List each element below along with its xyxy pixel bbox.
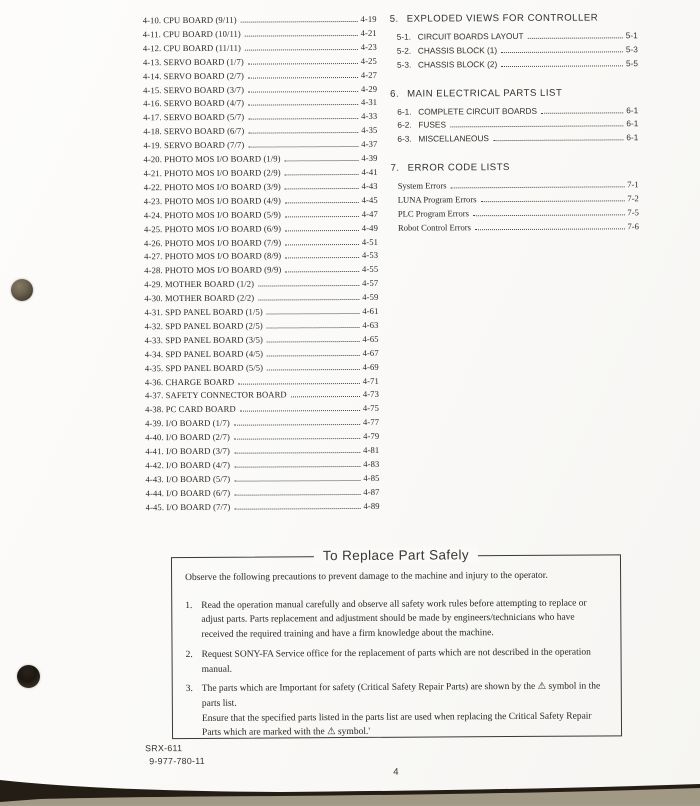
toc-entry xyxy=(146,486,380,501)
dot-leader xyxy=(291,396,360,397)
toc-entry-title: 4-37. SAFETY CONNECTOR BOARD xyxy=(144,389,287,401)
toc-entry xyxy=(144,263,378,278)
toc-entry-page: 4-19 xyxy=(360,13,377,24)
toc-entry-page: 4-61 xyxy=(362,305,379,316)
toc-entry-page: 4-85 xyxy=(363,472,380,483)
toc-entry-title: 4-45. I/O BOARD (7/7) xyxy=(145,501,231,512)
toc-entry-page: 4-27 xyxy=(360,69,378,80)
toc-entry-title: CIRCUIT BOARDS LAYOUT xyxy=(417,30,524,42)
toc-section xyxy=(390,11,638,72)
toc-entry-page: 5-3 xyxy=(625,44,638,55)
dot-leader xyxy=(238,383,359,385)
toc-entry-title: 4-26. PHOTO MOS I/O BOARD (7/9) xyxy=(144,236,282,248)
toc-entry-page: 4-89 xyxy=(363,500,380,511)
toc-entry-title: 4-17. SERVO BOARD (5/7) xyxy=(143,111,245,123)
toc-entry-page: 4-69 xyxy=(362,361,379,372)
toc-entry xyxy=(397,118,638,133)
dot-leader xyxy=(285,202,359,203)
toc-entry-title: 4-19. SERVO BOARD (7/7) xyxy=(143,139,245,151)
toc-entry-page: 4-35 xyxy=(361,125,378,136)
toc-entry-title: COMPLETE CIRCUIT BOARDS xyxy=(418,105,538,117)
toc-entry-page: 4-63 xyxy=(362,319,379,330)
dot-leader xyxy=(285,188,359,189)
dot-leader xyxy=(267,369,360,371)
toc-entry-page: 4-59 xyxy=(362,291,379,303)
safety-intro-text: Observe the following precautions to prevent damage to the machine and injury to the operator. xyxy=(185,570,548,584)
toc-entry xyxy=(144,208,378,223)
toc-entry-page: 4-51 xyxy=(361,236,379,247)
toc-entry-title: 4-13. SERVO BOARD (1/7) xyxy=(142,56,244,67)
toc-section-heading xyxy=(390,86,638,101)
toc-entry-title: 4-12. CPU BOARD (11/11) xyxy=(142,42,241,54)
toc-entry-page: 6-1 xyxy=(626,132,639,143)
toc-entry-page: 4-31 xyxy=(360,97,378,108)
toc-entry-title: PLC Program Errors xyxy=(397,208,470,219)
toc-entry xyxy=(144,194,378,209)
toc-entry-title: LUNA Program Errors xyxy=(397,194,477,205)
toc-entry xyxy=(397,132,638,147)
toc-entry xyxy=(398,220,639,235)
dot-leader xyxy=(475,228,624,230)
toc-entry xyxy=(143,152,377,167)
dot-leader xyxy=(248,132,358,134)
toc-section xyxy=(390,86,638,147)
toc-entry-page: 4-57 xyxy=(362,278,379,289)
dot-leader xyxy=(285,216,359,217)
toc-entry xyxy=(145,347,379,362)
toc-entry-title: 4-11. CPU BOARD (10/11) xyxy=(142,28,241,40)
toc-entry-page: 4-81 xyxy=(363,444,380,456)
dot-leader xyxy=(234,438,360,440)
dot-leader xyxy=(234,480,360,482)
toc-entry xyxy=(397,29,638,44)
toc-entry xyxy=(398,192,639,207)
toc-entry-title: CHASSIS BLOCK (2) xyxy=(417,58,498,70)
toc-entry-page: 4-25 xyxy=(360,55,377,66)
toc-entry-title: 4-43. I/O BOARD (5/7) xyxy=(145,473,231,485)
safety-item xyxy=(185,596,606,643)
dot-leader xyxy=(267,355,360,357)
toc-entry-number: 5-3. xyxy=(396,59,412,70)
toc-entry-title: MISCELLANEOUS xyxy=(418,133,489,144)
dot-leader xyxy=(245,49,358,51)
toc-entry-page: 4-65 xyxy=(362,333,379,344)
toc-section-title: ERROR CODE LISTS xyxy=(407,162,510,174)
toc-entry-page: 4-39 xyxy=(361,152,378,163)
toc-section-items xyxy=(390,104,638,147)
safety-item-text xyxy=(202,680,607,741)
dot-leader xyxy=(450,126,623,128)
dot-leader xyxy=(528,37,623,39)
dot-leader xyxy=(481,200,625,202)
toc-entry-title: 4-24. PHOTO MOS I/O BOARD (5/9) xyxy=(143,209,282,220)
toc-entry-page: 4-43 xyxy=(361,180,378,191)
toc-entry xyxy=(146,500,380,515)
dot-leader xyxy=(234,466,360,468)
safety-item-paragraph: Read the operation manual carefully and observe all safety work rules before attempting to replace or adjust parts. Parts replacement and adjustment should be made by engineers/technicians who have received the required training and have a firm knowledge about the machine. xyxy=(201,598,587,641)
toc-entry-number: 5-1. xyxy=(396,31,412,42)
toc-entry xyxy=(143,27,377,42)
toc-entry-page: 4-75 xyxy=(362,403,380,414)
toc-entry-page: 4-73 xyxy=(362,389,379,400)
toc-entry-title: 4-14. SERVO BOARD (2/7) xyxy=(142,70,244,81)
safety-item xyxy=(186,680,607,741)
toc-right-column xyxy=(390,11,639,250)
toc-entry-title: 4-38. PC CARD BOARD xyxy=(145,404,236,415)
toc-section-title: MAIN ELECTRICAL PARTS LIST xyxy=(407,87,563,100)
toc-entry xyxy=(144,305,378,320)
punch-hole-top xyxy=(11,279,33,301)
toc-entry-title: 4-21. PHOTO MOS I/O BOARD (2/9) xyxy=(143,167,281,179)
toc-entry-title: 4-40. I/O BOARD (2/7) xyxy=(145,431,230,443)
toc-entry-page: 5-5 xyxy=(625,57,638,69)
toc-section-title: EXPLODED VIEWS FOR CONTROLLER xyxy=(406,12,599,25)
dot-leader xyxy=(248,63,358,65)
toc-section-number: 7. xyxy=(390,162,400,174)
toc-entry xyxy=(145,333,379,348)
toc-left-column xyxy=(143,13,380,515)
toc-entry xyxy=(144,235,378,250)
toc-entry xyxy=(144,277,378,292)
toc-entry xyxy=(144,249,378,264)
toc-entry-title: 4-29. MOTHER BOARD (1/2) xyxy=(144,278,255,290)
toc-entry xyxy=(145,402,379,417)
toc-entry xyxy=(398,206,639,221)
dot-leader xyxy=(234,424,360,426)
dot-leader xyxy=(501,65,623,67)
dot-leader xyxy=(248,104,358,106)
toc-entry-title: 4-35. SPD PANEL BOARD (5/5) xyxy=(144,362,264,373)
dot-leader xyxy=(493,140,623,142)
safety-item-list xyxy=(185,596,607,741)
dot-leader xyxy=(285,160,359,161)
toc-entry xyxy=(145,374,379,389)
toc-entry xyxy=(145,319,379,334)
toc-entry-title: 4-10. CPU BOARD (9/11) xyxy=(142,14,237,26)
toc-entry-page: 7-2 xyxy=(627,193,639,204)
toc-entry-title: 4-15. SERVO BOARD (3/7) xyxy=(143,84,245,95)
toc-entry-title: 4-20. PHOTO MOS I/O BOARD (1/9) xyxy=(143,153,281,165)
punch-hole-bottom xyxy=(17,665,40,688)
toc-entry xyxy=(143,68,377,83)
toc-entry-page: 4-83 xyxy=(363,458,380,469)
toc-entry-page: 4-33 xyxy=(361,111,378,122)
toc-entry-title: 4-22. PHOTO MOS I/O BOARD (3/9) xyxy=(143,181,281,193)
toc-entry-page: 4-67 xyxy=(362,347,379,358)
toc-entry-page: 6-1 xyxy=(626,118,639,129)
toc-entry xyxy=(143,82,377,97)
toc-entry-title: 4-23. PHOTO MOS I/O BOARD (4/9) xyxy=(143,195,281,207)
toc-entry-title: FUSES xyxy=(418,119,447,131)
dot-leader xyxy=(248,118,358,120)
dot-leader xyxy=(234,494,360,496)
safety-notice-box xyxy=(171,547,622,739)
safety-item-number: 2. xyxy=(185,649,193,660)
dot-leader xyxy=(245,35,358,37)
toc-entry xyxy=(397,57,638,72)
toc-section-items xyxy=(390,29,638,72)
dot-leader xyxy=(240,410,360,412)
dot-leader xyxy=(285,230,359,231)
toc-section-heading xyxy=(391,160,639,175)
toc-entry-title: 4-16. SERVO BOARD (4/7) xyxy=(143,98,245,109)
dot-leader xyxy=(248,77,358,79)
toc-section-number: 5. xyxy=(389,13,399,25)
toc-entry xyxy=(143,96,377,111)
toc-section xyxy=(391,160,639,235)
safety-item-text xyxy=(201,596,606,643)
dot-leader xyxy=(267,341,360,343)
safety-box-body xyxy=(172,555,621,741)
toc-entry xyxy=(144,166,378,181)
toc-entry-page: 7-5 xyxy=(627,207,639,218)
dot-leader xyxy=(285,174,359,175)
toc-entry-page: 4-49 xyxy=(361,222,378,233)
toc-entry-page: 4-87 xyxy=(363,486,380,497)
toc-entry-title: 4-31. SPD PANEL BOARD (1/5) xyxy=(144,306,263,318)
toc-entry-page: 4-41 xyxy=(361,166,378,177)
toc-entry xyxy=(145,430,379,445)
toc-entry xyxy=(144,180,378,195)
toc-entry-number: 6-2. xyxy=(397,120,412,131)
toc-entry xyxy=(143,124,377,139)
toc-entry-title: 4-30. MOTHER BOARD (2/2) xyxy=(144,292,255,304)
dot-leader xyxy=(234,452,360,454)
safety-item xyxy=(186,645,607,677)
toc-entry-page: 4-37 xyxy=(361,138,378,150)
toc-entry-page: 4-53 xyxy=(361,250,379,261)
toc-entry-page: 4-55 xyxy=(362,264,379,275)
toc-entry-title: 4-33. SPD PANEL BOARD (3/5) xyxy=(144,334,264,346)
toc-entry xyxy=(143,13,377,28)
toc-entry-title: 4-36. CHARGE BOARD xyxy=(144,376,235,387)
dot-leader xyxy=(234,508,360,510)
page-number: 4 xyxy=(393,766,399,778)
dot-leader xyxy=(248,90,358,92)
toc-entry-page: 4-71 xyxy=(362,375,379,386)
toc-entry-number: 6-1. xyxy=(397,106,412,117)
toc-entry xyxy=(145,360,379,375)
toc-entry-page: 4-29 xyxy=(360,83,378,94)
dot-leader xyxy=(267,313,360,315)
toc-entry-title: System Errors xyxy=(397,180,447,191)
toc-section-heading xyxy=(390,11,638,26)
toc-entry-number: 6-3. xyxy=(397,133,412,145)
toc-entry-title: 4-25. PHOTO MOS I/O BOARD (6/9) xyxy=(143,223,282,234)
toc-section-items xyxy=(391,178,639,235)
dot-leader xyxy=(285,257,359,258)
dot-leader xyxy=(267,327,360,329)
toc-entry-page: 5-1 xyxy=(625,30,638,41)
toc-entry-page: 7-6 xyxy=(627,221,639,232)
toc-entry-page: 4-47 xyxy=(361,208,378,219)
safety-box-title: To Replace Part Safely xyxy=(314,547,478,563)
toc-entry xyxy=(397,43,638,58)
toc-entry-page: 6-1 xyxy=(626,104,639,115)
dot-leader xyxy=(285,271,359,272)
footer-part-number: 9-977-780-11 xyxy=(149,755,206,767)
safety-item-text xyxy=(202,645,607,677)
safety-item-paragraph: The parts which are Important for safety (Critical Safety Repair Parts) are shown by the ⚠ symbol in the parts list. xyxy=(201,681,601,709)
dot-leader xyxy=(541,112,623,114)
toc-entry xyxy=(398,178,639,193)
toc-entry-page: 4-77 xyxy=(362,417,380,428)
toc-entry-title: 4-27. PHOTO MOS I/O BOARD (8/9) xyxy=(144,250,282,262)
toc-entry-page: 4-45 xyxy=(361,194,378,205)
toc-entry xyxy=(145,472,379,487)
toc-section-number: 6. xyxy=(390,88,400,100)
toc-entry-title: 4-34. SPD PANEL BOARD (4/5) xyxy=(144,348,264,360)
dot-leader xyxy=(241,21,358,23)
toc-entry xyxy=(145,416,379,431)
toc-entry-number: 5-2. xyxy=(396,45,412,56)
toc-entry-title: 4-32. SPD PANEL BOARD (2/5) xyxy=(144,320,263,332)
safety-item-paragraph: Ensure that the specified parts listed in the parts list are used when replacing the Critical Safety Repair Parts which are marked with the ⚠ symbol.' xyxy=(201,711,592,739)
toc-entry xyxy=(144,221,378,236)
toc-entry-page: 4-79 xyxy=(363,431,380,442)
toc-entry-title: 4-18. SERVO BOARD (6/7) xyxy=(143,125,245,137)
toc-entry-title: 4-44. I/O BOARD (6/7) xyxy=(145,487,231,499)
dot-leader xyxy=(473,214,624,216)
dot-leader xyxy=(451,186,625,188)
toc-entry-title: 4-42. I/O BOARD (4/7) xyxy=(145,459,231,471)
dot-leader xyxy=(248,146,358,148)
toc-entry-page: 4-21 xyxy=(360,27,377,38)
toc-entry-page: 7-1 xyxy=(627,179,639,190)
safety-item-paragraph: Request SONY-FA Service office for the replacement of parts which are not described in the operation manual. xyxy=(201,647,591,675)
toc-entry xyxy=(145,444,379,459)
safety-item-number: 3. xyxy=(185,684,193,695)
toc-entry xyxy=(144,291,378,306)
toc-entry xyxy=(397,104,638,119)
dot-leader xyxy=(285,243,359,244)
dot-leader xyxy=(501,51,623,53)
toc-entry xyxy=(143,138,377,153)
safety-item-number: 1. xyxy=(185,600,193,611)
toc-entry xyxy=(143,110,377,125)
toc-entry xyxy=(145,458,379,473)
toc-entry-title: Robot Control Errors xyxy=(397,222,472,233)
toc-entry xyxy=(143,55,377,70)
dot-leader xyxy=(258,299,359,301)
dot-leader xyxy=(258,285,359,287)
toc-entry-title: 4-28. PHOTO MOS I/O BOARD (9/9) xyxy=(144,264,282,276)
toc-entry-title: 4-39. I/O BOARD (1/7) xyxy=(145,418,230,429)
toc-entry xyxy=(143,41,377,56)
footer-model-number: SRX-611 xyxy=(145,743,183,754)
toc-entry xyxy=(145,388,379,403)
toc-entry-page: 4-23 xyxy=(360,41,377,52)
toc-entry-title: CHASSIS BLOCK (1) xyxy=(417,44,498,56)
toc-entry-title: 4-41. I/O BOARD (3/7) xyxy=(145,445,231,457)
